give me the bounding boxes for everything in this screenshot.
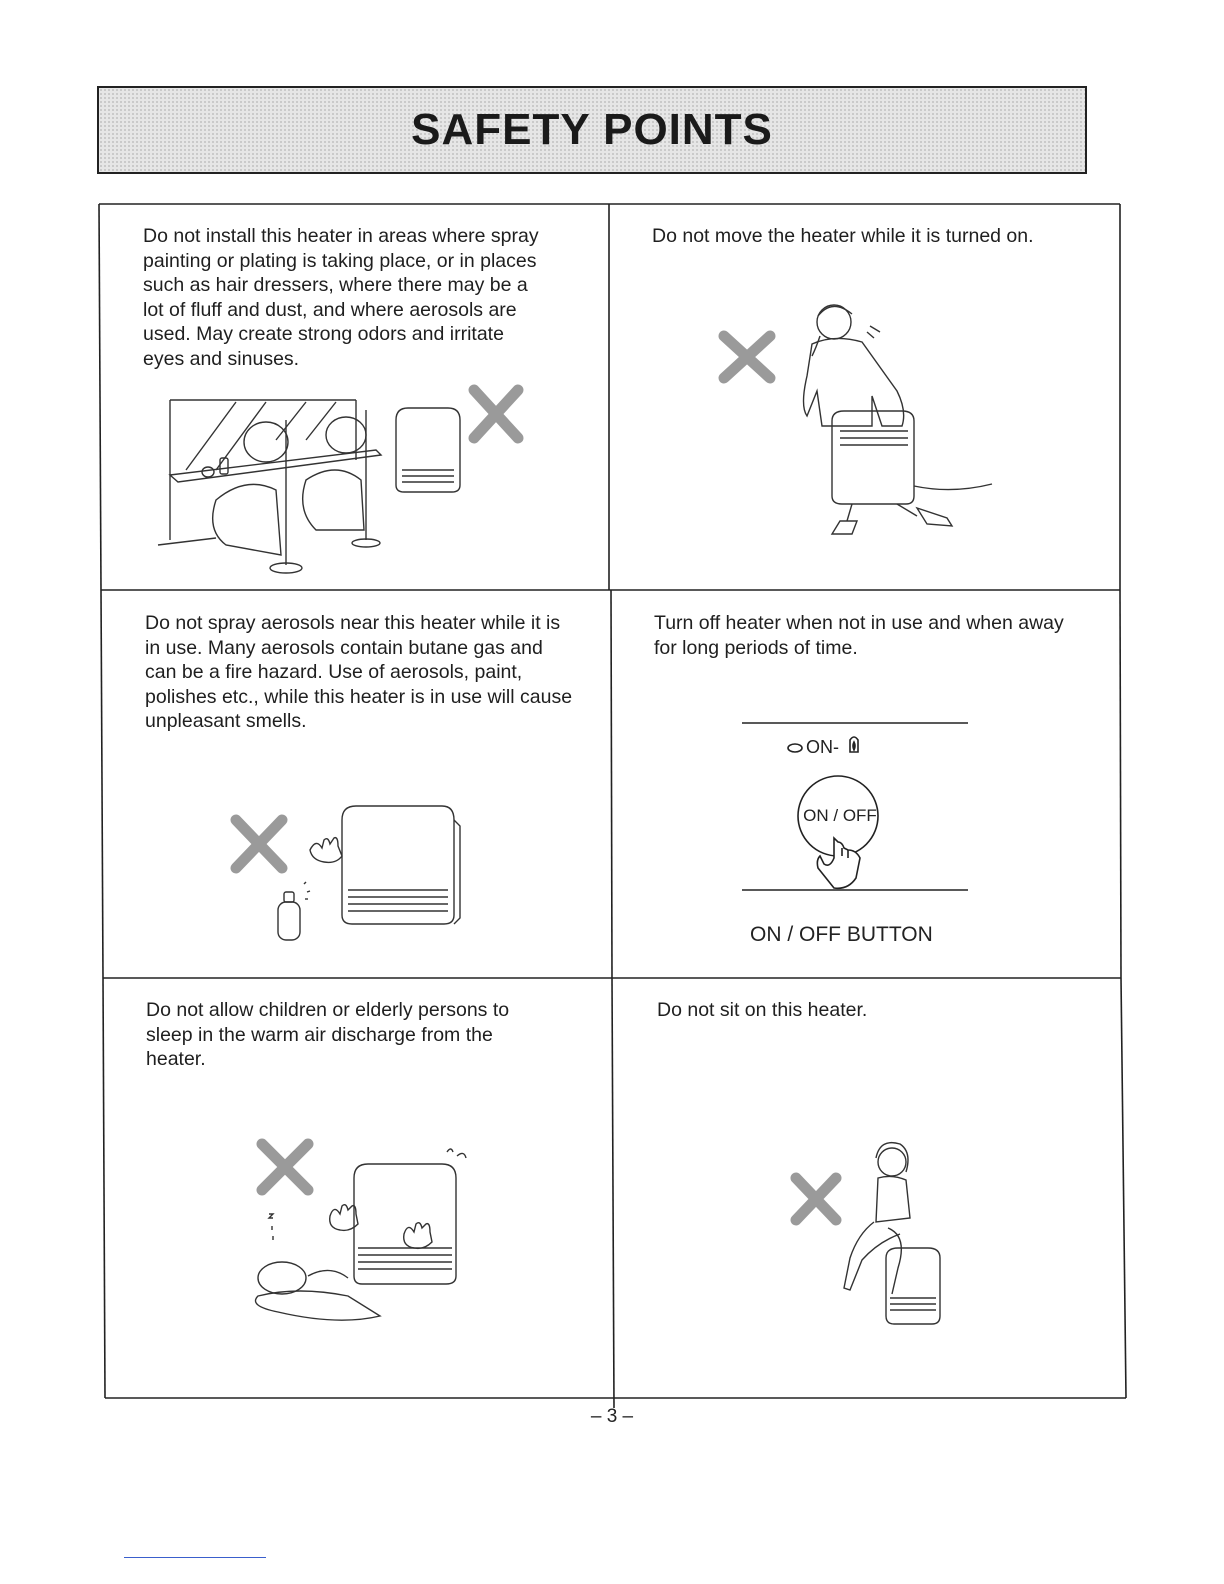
x-mark-icon	[262, 1144, 308, 1190]
switch-label: ON-	[806, 737, 839, 757]
panel-3-text: Do not spray aerosols near this heater while it is in use. Many aerosols contain butane gas and can be a fire hazard. Use of aerosols, paint, polishes etc., while this heater is in use will cause unpleasant smells.	[145, 612, 573, 733]
panel-4-illustration	[738, 718, 974, 903]
panel-3-illustration	[224, 800, 474, 955]
button-caption: ON / OFF BUTTON	[750, 923, 933, 946]
panel-6-text: Do not sit on this heater.	[657, 999, 868, 1021]
page-number: – 3 –	[590, 1406, 634, 1427]
panel-5-illustration	[238, 1136, 488, 1341]
page-title: SAFETY POINTS	[411, 105, 773, 154]
x-mark-icon	[236, 820, 282, 868]
x-mark-icon	[796, 1178, 836, 1220]
panel-6-illustration	[788, 1138, 968, 1343]
footer-rule	[124, 1557, 266, 1558]
panel-4-text: Turn off heater when not in use and when away for long periods of time.	[654, 612, 1064, 659]
panel-5-text: Do not allow children or elderly persons to sleep in the warm air discharge from the heater.	[146, 999, 510, 1071]
x-mark-icon	[724, 336, 770, 378]
panel-2-illustration	[712, 296, 1012, 551]
panel-2-text: Do not move the heater while it is turned on.	[652, 225, 1034, 247]
on-off-button[interactable]: ON / OFF	[803, 806, 877, 825]
panel-1-illustration	[156, 380, 536, 585]
panel-1-text: Do not install this heater in areas where spray painting or plating is taking place, or in places such as hair dressers, where there may be a lot of fluff and dust, and where aerosols are used. May create strong odors and irritate eyes and sinuses.	[143, 225, 539, 370]
x-mark-icon	[474, 390, 518, 438]
